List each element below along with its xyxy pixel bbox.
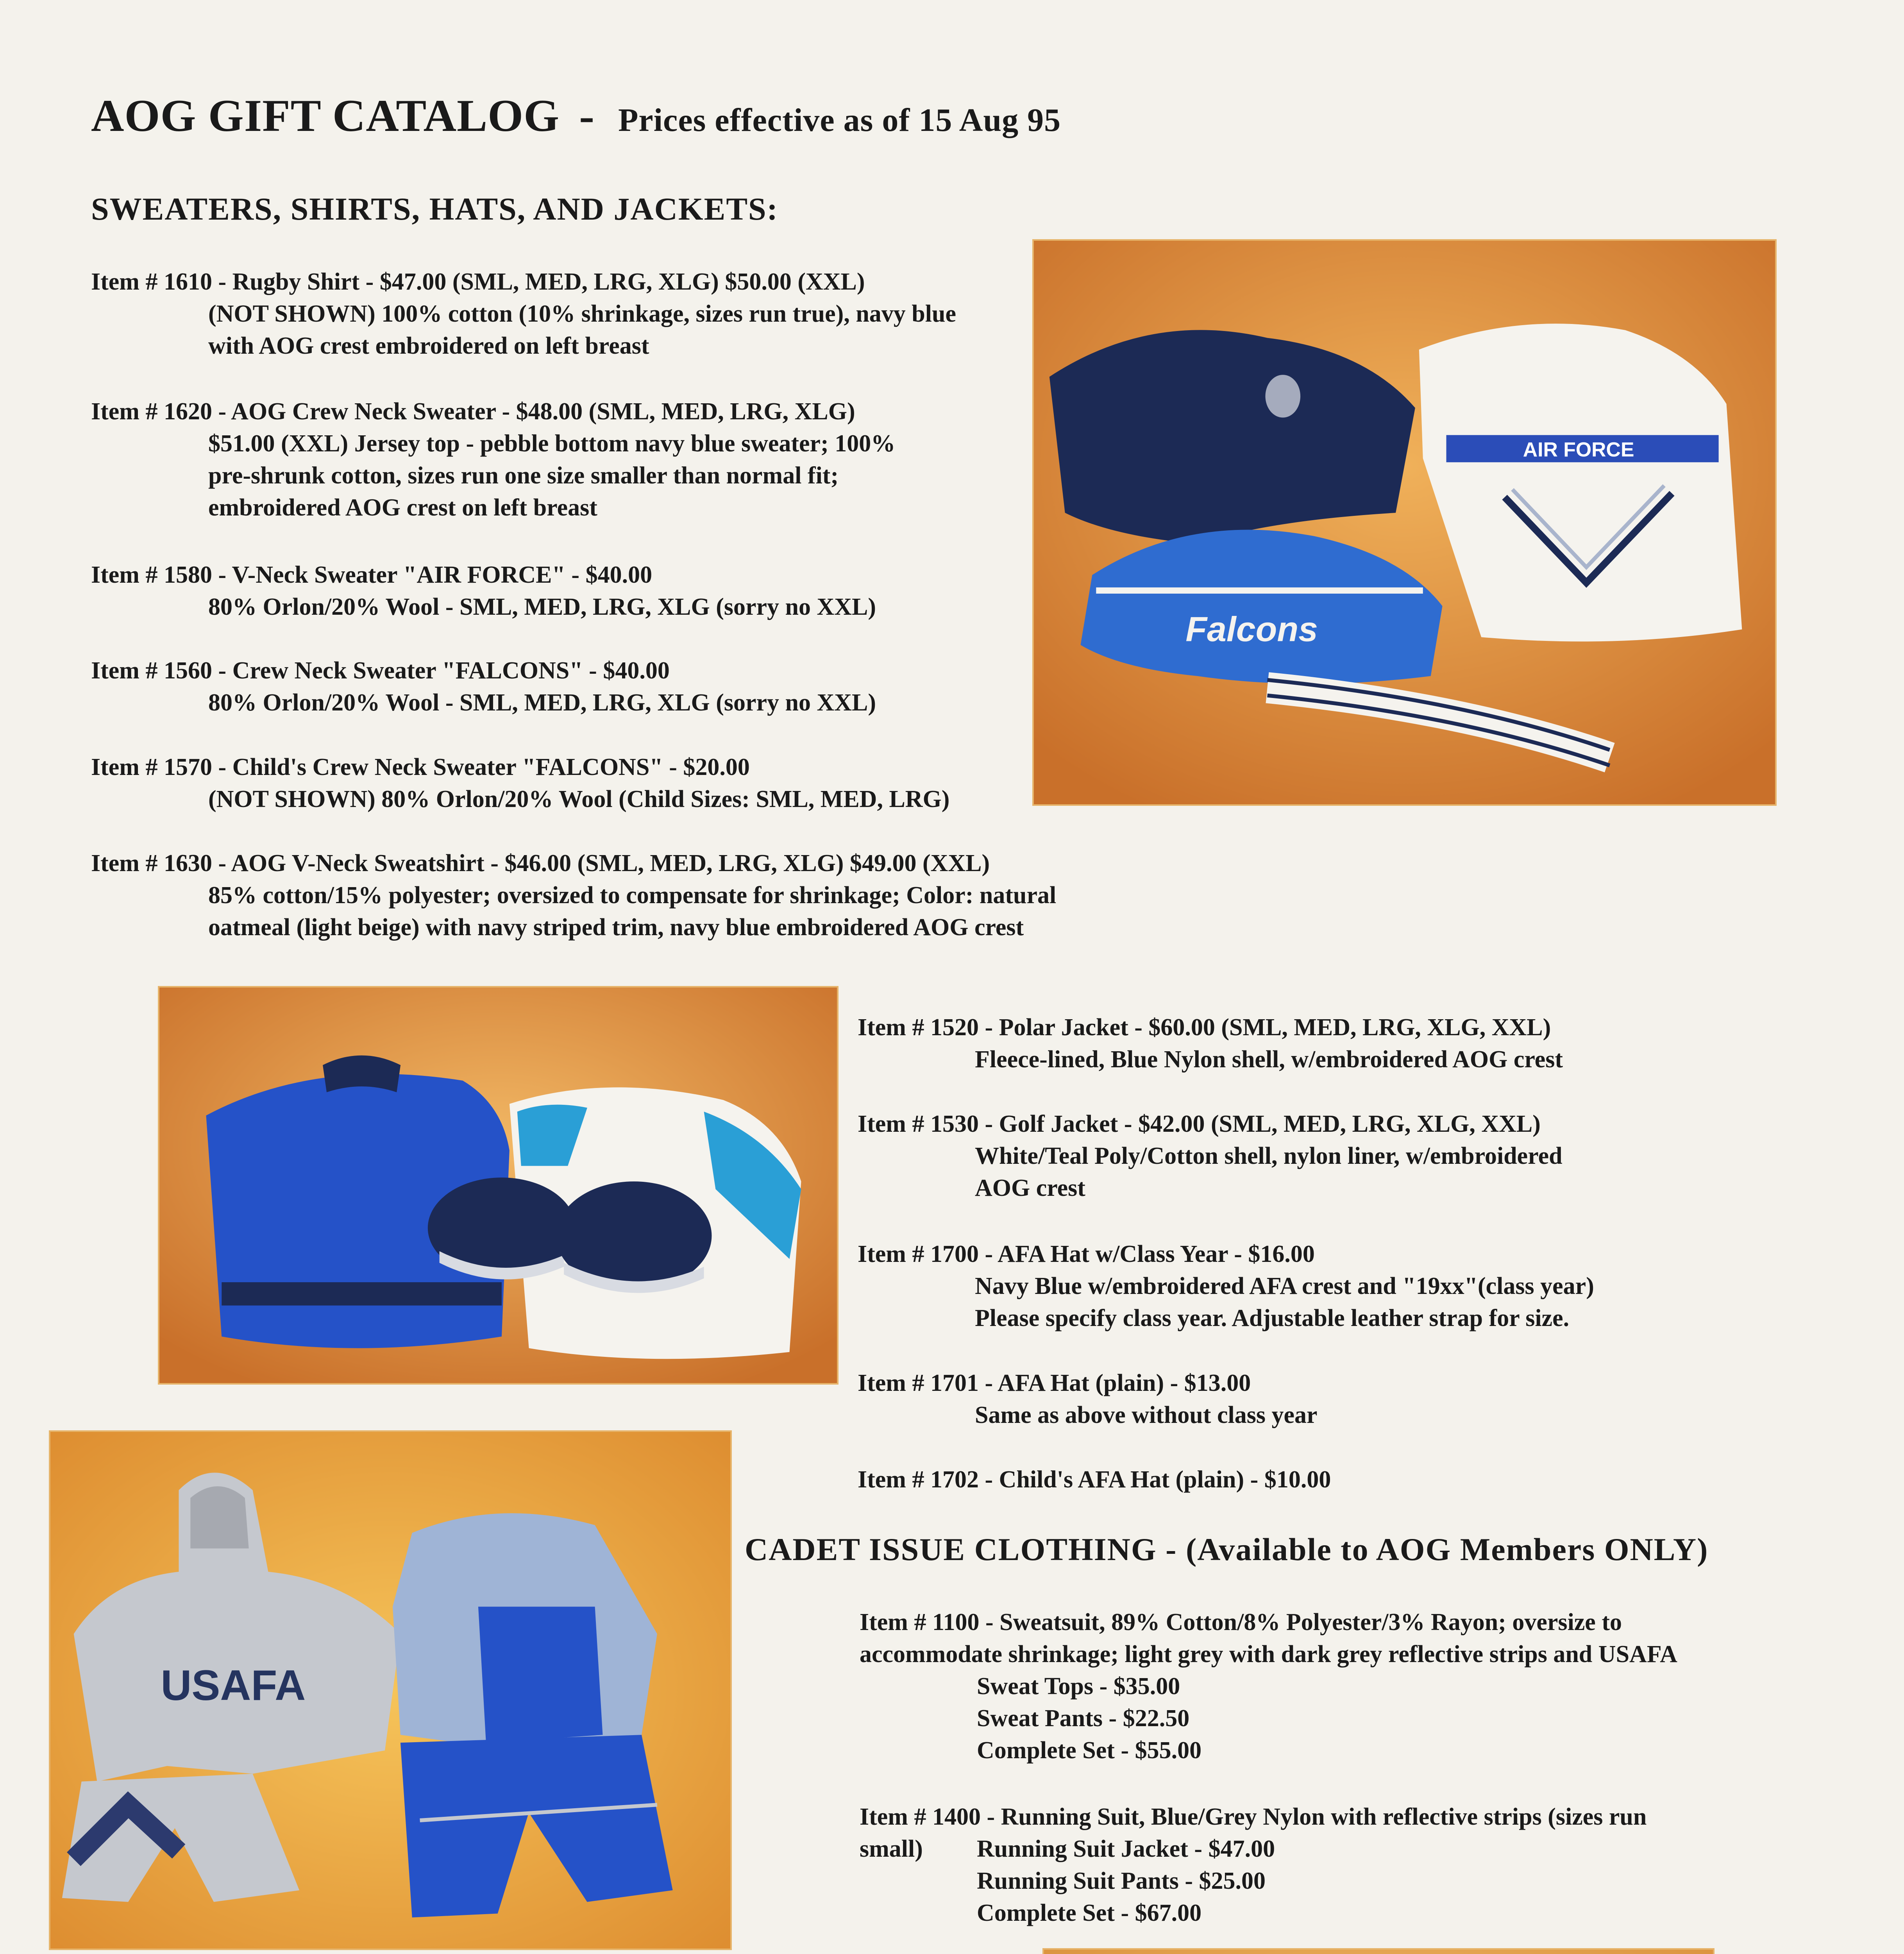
- item-desc: AOG crest: [975, 1175, 1085, 1201]
- usafa-sweatshirt-label: USAFA: [161, 1661, 306, 1709]
- sweaters-photo: [1032, 239, 1777, 806]
- item-line: [860, 1833, 1647, 1865]
- item-line: Item # 1400 - Running Suit, Blue/Grey Nylon with reflective strips (sizes run: [860, 1804, 1647, 1830]
- item-line: Item # 1610 - Rugby Shirt - $47.00 (SML, MED, LRG, XLG) $50.00 (XXL): [91, 268, 865, 295]
- price-line: Sweat Tops - $35.00: [977, 1673, 1180, 1700]
- price-line: Complete Set - $55.00: [977, 1737, 1202, 1764]
- item-1100: [860, 1606, 1677, 1766]
- item-line: Item # 1100 - Sweatsuit, 89% Cotton/8% Polyester/3% Rayon; oversize to: [860, 1609, 1622, 1635]
- item-line: Item # 1560 - Crew Neck Sweater "FALCONS" - $40.00: [91, 657, 670, 684]
- item-desc: (NOT SHOWN) 100% cotton (10% shrinkage, sizes run true), navy blue: [208, 301, 956, 327]
- falcons-label: Falcons: [1185, 609, 1318, 649]
- item-desc: (NOT SHOWN) 80% Orlon/20% Wool (Child Sizes: SML, MED, LRG): [208, 786, 950, 812]
- item-desc: Navy Blue w/embroidered AFA crest and "19xx"(class year): [975, 1273, 1594, 1299]
- item-line: Item # 1520 - Polar Jacket - $60.00 (SML, MED, LRG, XLG, XXL): [858, 1014, 1551, 1041]
- price-line: Running Suit Jacket - $47.00: [977, 1836, 1275, 1862]
- item-1620: [91, 395, 895, 524]
- item-1700: [858, 1238, 1594, 1334]
- item-line: Item # 1580 - V-Neck Sweater "AIR FORCE" - $40.00: [91, 562, 653, 588]
- section-heading-cadet-issue: CADET ISSUE CLOTHING - (Available to AOG Members ONLY): [745, 1532, 1709, 1567]
- item-1400: [860, 1801, 1647, 1929]
- item-desc: with AOG crest embroidered on left breast: [208, 333, 649, 359]
- item-line: Item # 1701 - AFA Hat (plain) - $13.00: [858, 1370, 1251, 1396]
- item-1701: [858, 1367, 1318, 1431]
- item-desc: Please specify class year. Adjustable leather strap for size.: [975, 1305, 1570, 1331]
- item-line: Item # 1620 - AOG Crew Neck Sweater - $48.00 (SML, MED, LRG, XLG): [91, 398, 855, 425]
- item-desc: pre-shrunk cotton, sizes run one size smaller than normal fit;: [208, 462, 839, 489]
- item-desc: oatmeal (light beige) with navy striped trim, navy blue embroidered AOG crest: [208, 914, 1024, 941]
- item-1702: [858, 1464, 1331, 1496]
- price-effective-date: Prices effective as of 15 Aug 95: [618, 102, 1061, 138]
- item-desc: 80% Orlon/20% Wool - SML, MED, LRG, XLG (sorry no XXL): [208, 689, 876, 716]
- item-desc: White/Teal Poly/Cotton shell, nylon liner, w/embroidered: [975, 1143, 1563, 1169]
- jackets-hats-illustration: [159, 988, 837, 1383]
- price-line: Running Suit Pants - $25.00: [977, 1868, 1266, 1894]
- item-line: Item # 1530 - Golf Jacket - $42.00 (SML, MED, LRG, XLG, XXL): [858, 1111, 1541, 1137]
- item-desc: embroidered AOG crest on left breast: [208, 494, 597, 521]
- item-line: accommodate shrinkage; light grey with dark grey reflective strips and USAFA: [860, 1641, 1677, 1668]
- item-1520: [858, 1011, 1563, 1075]
- item-desc: $51.00 (XXL) Jersey top - pebble bottom navy blue sweater; 100%: [208, 430, 896, 457]
- price-line: Complete Set - $67.00: [977, 1900, 1202, 1926]
- item-1610: [91, 266, 956, 362]
- item-line: Item # 1700 - AFA Hat w/Class Year - $16.00: [858, 1241, 1315, 1267]
- title-separator: -: [579, 91, 595, 141]
- sweatsuit-illustration: [50, 1432, 730, 1949]
- jackets-hats-photo: [158, 986, 838, 1385]
- item-desc: Fleece-lined, Blue Nylon shell, w/embroidered AOG crest: [975, 1046, 1563, 1073]
- tshirts-photo: [1042, 1948, 1714, 1954]
- price-line: Sweat Pants - $22.50: [977, 1705, 1190, 1732]
- tshirts-illustration: [1044, 1950, 1713, 1954]
- item-1630: [91, 847, 1056, 943]
- item-1580: [91, 559, 876, 623]
- item-line: Item # 1630 - AOG V-Neck Sweatshirt - $46.00 (SML, MED, LRG, XLG) $49.00 (XXL): [91, 850, 990, 877]
- item-desc: 80% Orlon/20% Wool - SML, MED, LRG, XLG (sorry no XXL): [208, 594, 876, 620]
- item-1570: [91, 751, 949, 815]
- item-desc: 85% cotton/15% polyester; oversized to compensate for shrinkage; Color: natural: [208, 882, 1057, 909]
- air-force-label: AIR FORCE: [1523, 438, 1634, 461]
- section-heading-sweaters: SWEATERS, SHIRTS, HATS, AND JACKETS:: [91, 191, 778, 227]
- item-1560: [91, 655, 876, 719]
- catalog-title: AOG GIFT CATALOG: [91, 91, 560, 141]
- item-1530: [858, 1108, 1563, 1204]
- page-title: [91, 90, 1061, 142]
- sweatsuit-photo: [49, 1430, 732, 1950]
- item-desc: Same as above without class year: [975, 1402, 1318, 1428]
- item-line: Item # 1570 - Child's Crew Neck Sweater "FALCONS" - $20.00: [91, 754, 750, 780]
- item-line-prefix: small): [860, 1836, 923, 1862]
- sweaters-illustration: [1034, 241, 1775, 804]
- item-line: Item # 1702 - Child's AFA Hat (plain) - $10.00: [858, 1466, 1331, 1493]
